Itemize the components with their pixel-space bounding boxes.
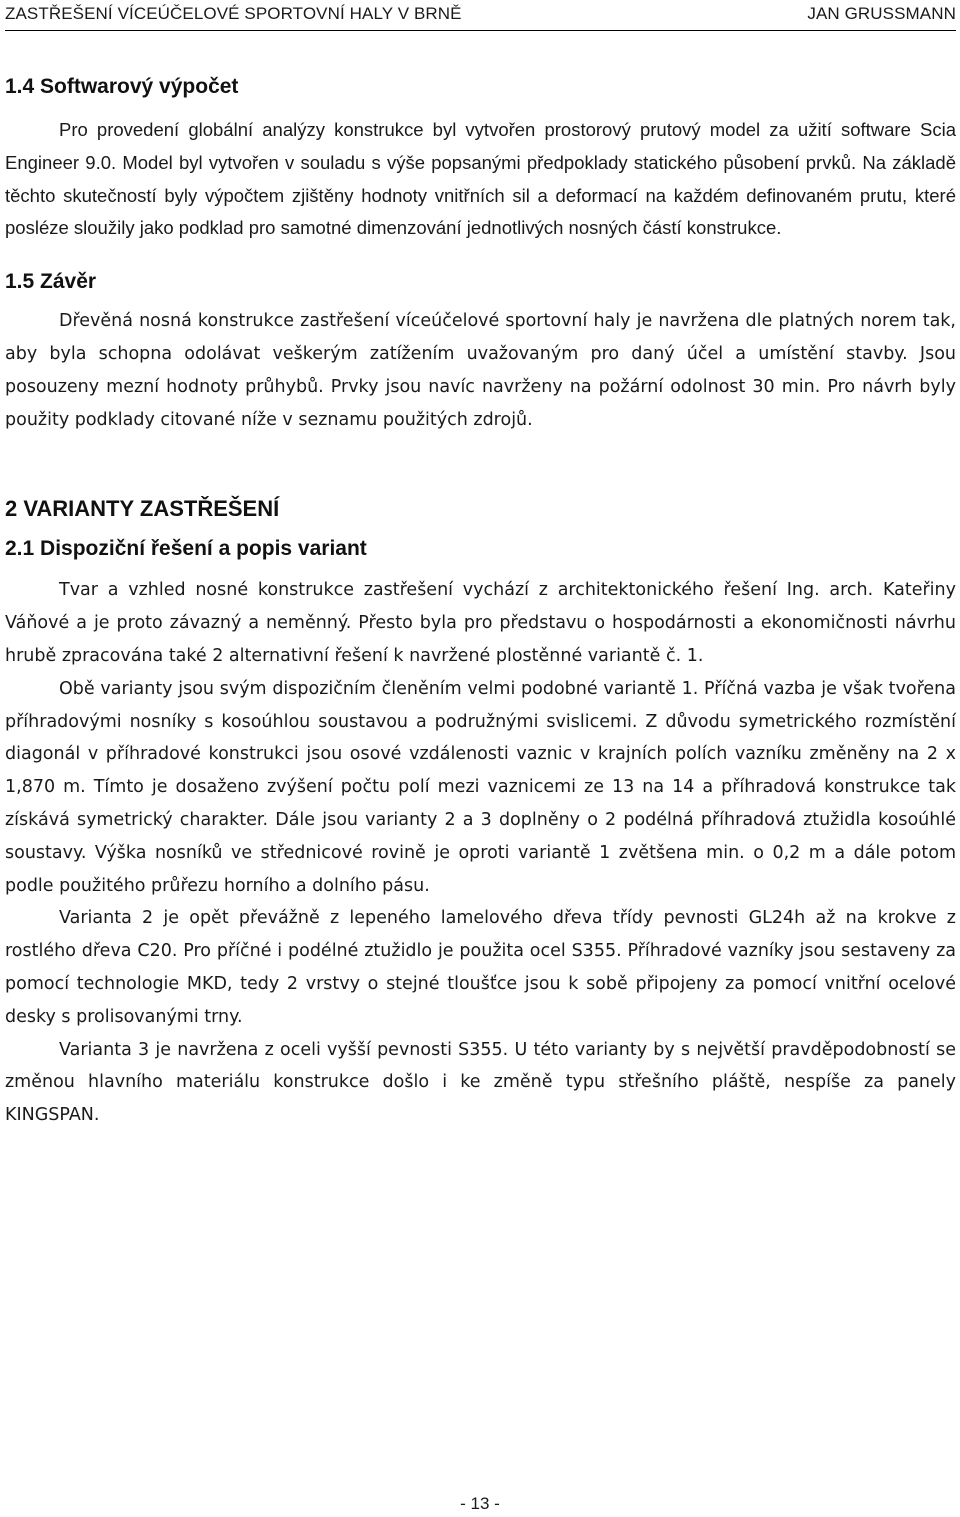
conclusion-paragraph: Dřevěná nosná konstrukce zastřešení víceúčelové sportovní haly je navržena dle platných norem tak, aby byla schopna odolávat veškerým zatížením uvažovaným pro daný účel a umístění stavby. Jsou posouzeny mezní hodnoty průhybů. Prvky jsou navíc navrženy na požární odolnost 30 min. Pro návrh byly použity podklady citované níže v seznamu použitých zdrojů. [5, 311, 956, 430]
section-variants [5, 494, 956, 1132]
section-conclusion [5, 267, 956, 436]
page-number: - 13 - [460, 1494, 500, 1513]
running-header [5, 4, 956, 31]
header-author-name: JAN GRUSSMANN [807, 4, 956, 23]
header-document-title: ZASTŘEŠENÍ VÍCEÚČELOVÉ SPORTOVNÍ HALY V BRNĚ [5, 4, 462, 23]
variants-paragraph-3: Varianta 2 je opět převážně z lepeného lamelového dřeva třídy pevnosti GL24h až na krokve z rostlého dřeva C20. Pro příčné i podélné ztužidlo je použita ocel S355. Příhradové vazníky jsou sestaveny za pomocí technologie MKD, tedy 2 vrstvy o stejné tloušťce jsou k sobě připojeny za pomocí vnitřní ocelové desky s prolisovanými trny. [5, 908, 956, 1027]
variants-paragraph-2: Obě varianty jsou svým dispozičním členěním velmi podobné variantě 1. Příčná vazba je však tvořena příhradovými nosníky s kosoúhlou soustavou a podružnými svislicemi. Z důvodu symetrického rozmístění diagonál v příhradové konstrukci jsou osové vzdálenosti vaznic v krajních polích vazníku změněny na 2 x 1,870 m. Tímto je dosaženo zvýšení počtu polí mezi vaznicemi ze 13 na 14 a příhradová konstrukce tak získává symetrický charakter. Dále jsou varianty 2 a 3 doplněny o 2 podélná příhradová ztužidla kosoúhlé soustavy. Výška nosníků ve střednicové rovině je oproti variantě 1 zvětšena min. o 0,2 m a dále potom podle použitého průřezu horního a dolního pásu. [5, 678, 956, 896]
section-heading-1-5: 1.5 Závěr [5, 270, 97, 294]
variants-paragraph-4: Varianta 3 je navržena z oceli vyšší pevnosti S355. U této varianty by s největší pravděpodobností se změnou hlavního materiálu konstrukce došlo i ke změně typu střešního pláště, nespíše za panely KINGSPAN. [5, 1039, 956, 1126]
section-heading-1-4: 1.4 Softwarový výpočet [5, 75, 239, 98]
page-content [5, 72, 956, 1132]
software-paragraph: Pro provedení globální analýzy konstrukce byl vytvořen prostorový prutový model za užití software Scia Engineer 9.0. Model byl vytvořen v souladu s výše popsanými předpoklady statického působení prvků. Na základě těchto skutečností byly výpočtem zjištěny hodnoty vnitřních sil a deformací na každém definovaném prutu, které posléze sloužily jako podklad pro samotné dimenzování jednotlivých nosných částí konstrukce. [5, 119, 956, 239]
variants-paragraph-1: Tvar a vzhled nosné konstrukce zastřešení vychází z architektonického řešení Ing. arch. Kateřiny Váňové a je proto závazný a neměnný. Přesto byla pro představu o hospodárnosti a ekonomičnosti návrhu hrubě zpracována také 2 alternativní řešení k navržené plostěnné variantě č. 1. [5, 580, 956, 666]
chapter-heading-2: 2 VARIANTY ZASTŘEŠENÍ [5, 496, 280, 522]
section-software-calculation [5, 72, 956, 245]
section-heading-2-1: 2.1 Dispoziční řešení a popis variant [5, 537, 367, 561]
